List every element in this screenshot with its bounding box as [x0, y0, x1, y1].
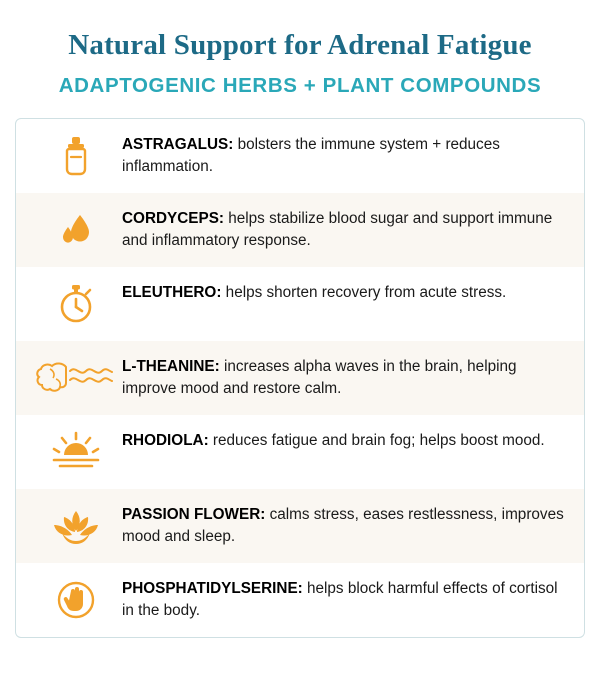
list-item-text — [122, 577, 566, 622]
list-item-text — [122, 355, 566, 400]
herb-name: PHOSPHATIDYLSERINE: — [122, 579, 303, 597]
list-item-text — [122, 281, 566, 304]
list-item-text — [122, 207, 566, 252]
list-item — [16, 119, 584, 193]
herb-root-icon — [30, 133, 122, 179]
herb-description: calms stress, eases restlessness, improves mood and sleep. — [122, 505, 564, 546]
herb-description: helps block harmful effects of cortisol in the body. — [122, 579, 558, 620]
list-item — [16, 267, 584, 341]
stop-hand-icon — [30, 577, 122, 623]
herb-list — [15, 118, 585, 638]
herb-description: helps stabilize blood sugar and support immune and inflammatory response. — [122, 209, 553, 250]
herb-name: PASSION FLOWER: — [122, 505, 266, 523]
list-item — [16, 193, 584, 267]
list-item — [16, 563, 584, 637]
herb-name: ELEUTHERO: — [122, 283, 222, 301]
lotus-flower-icon — [30, 503, 122, 549]
herb-description: helps shorten recovery from acute stress. — [221, 283, 507, 301]
herb-description: increases alpha waves in the brain, helping improve mood and restore calm. — [122, 357, 517, 398]
list-item-text — [122, 133, 566, 178]
page-subtitle: ADAPTOGENIC HERBS + PLANT COMPOUNDS — [58, 73, 542, 97]
list-item — [16, 415, 584, 489]
herb-name: CORDYCEPS: — [122, 209, 224, 227]
herb-name: ASTRAGALUS: — [122, 135, 234, 153]
list-item — [16, 341, 584, 415]
herb-name: RHODIOLA: — [122, 431, 209, 449]
page-title: Natural Support for Adrenal Fatigue — [68, 29, 532, 61]
stopwatch-icon — [30, 281, 122, 327]
herb-description: bolsters the immune system + reduces inflammation. — [122, 135, 500, 176]
droplet-icon — [30, 207, 122, 253]
list-item-text — [122, 503, 566, 548]
list-item-text — [122, 429, 566, 452]
herb-description: reduces fatigue and brain fog; helps boost mood. — [208, 431, 545, 449]
herb-name: L-THEANINE: — [122, 357, 220, 375]
list-item — [16, 489, 584, 563]
sunrise-icon — [30, 429, 122, 475]
brain-waves-icon — [30, 355, 122, 401]
